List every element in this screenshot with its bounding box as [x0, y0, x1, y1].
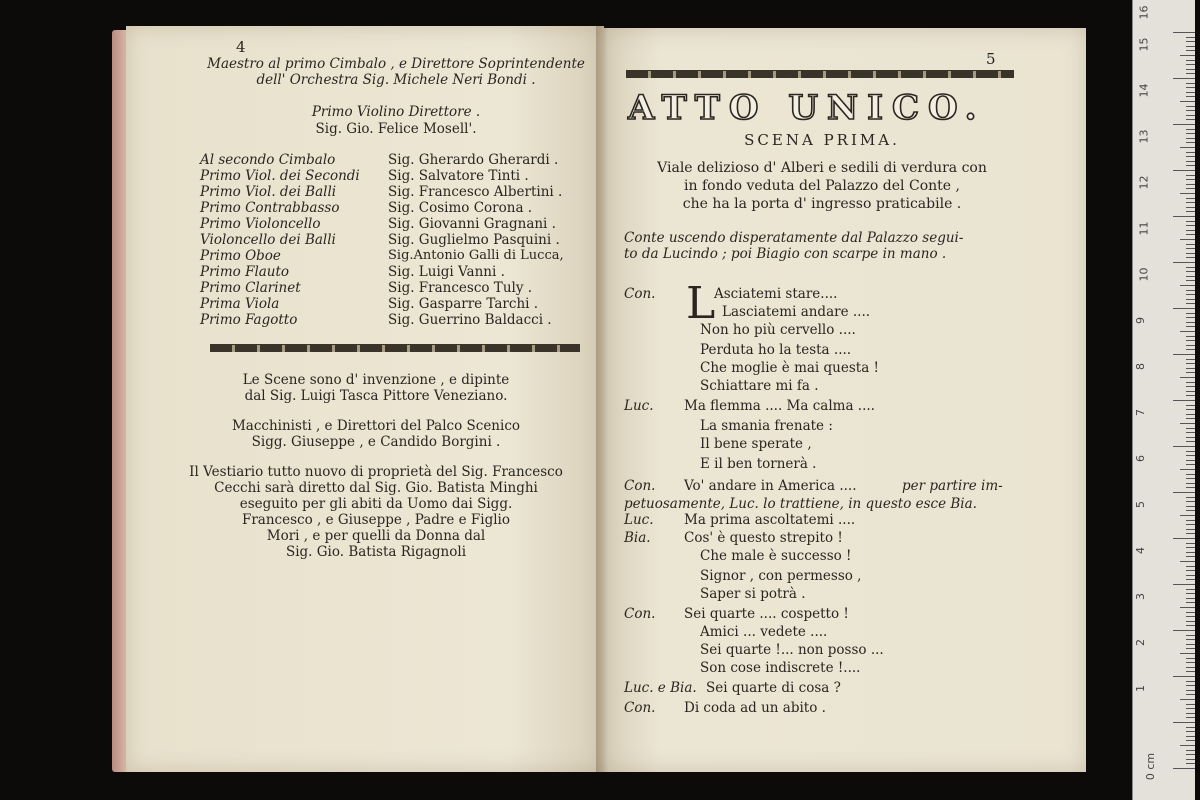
role-3: Primo Viol. dei Balli [200, 184, 337, 200]
role-9: Primo Clarinet [200, 280, 301, 296]
ruler-tick [1186, 441, 1195, 442]
ruler-label: 11 [1137, 221, 1151, 236]
ruler-tick [1186, 363, 1195, 364]
ruler-tick [1173, 446, 1195, 447]
ruler-tick [1173, 78, 1195, 79]
ruler-tick [1173, 676, 1195, 677]
name-1: Sig. Gherardo Gherardi . [388, 152, 559, 168]
scene-line-2: dal Sig. Luigi Tasca Pittore Veneziano. [244, 388, 508, 404]
ruler-tick [1173, 630, 1195, 631]
ruler-tick [1186, 552, 1195, 553]
ruler-tick [1186, 165, 1195, 166]
ruler-tick [1173, 170, 1195, 171]
ruler-tick [1186, 547, 1195, 548]
ruler-tick [1186, 763, 1195, 764]
ruler-tick [1186, 69, 1195, 70]
ruler-label: 15 [1137, 37, 1151, 52]
ruler-tick [1186, 566, 1195, 567]
ruler-tick [1186, 303, 1195, 304]
ruler-tick [1186, 602, 1195, 603]
name-4: Sig. Cosimo Corona . [388, 200, 533, 216]
ruler-tick [1186, 754, 1195, 755]
ruler-tick [1186, 386, 1195, 387]
ruler-tick [1186, 474, 1195, 475]
ruler-tick [1186, 520, 1195, 521]
ruler-tick [1186, 115, 1195, 116]
ruler-tick [1173, 492, 1195, 493]
ruler-tick [1180, 239, 1195, 240]
ruler-tick [1186, 92, 1195, 93]
ruler-tick [1186, 671, 1195, 672]
ruler-tick [1186, 129, 1195, 130]
ruler-tick [1186, 409, 1195, 410]
ruler-tick [1186, 313, 1195, 314]
ruler-tick [1186, 648, 1195, 649]
dialogue-line: Sei quarte .... cospetto ! [684, 606, 849, 622]
ruler-tick [1186, 290, 1195, 291]
ruler-tick [1186, 529, 1195, 530]
costume-line-1: Il Vestiario tutto nuovo di proprietà del Sig. Francesco [189, 464, 563, 480]
left-page [126, 26, 604, 772]
ruler-tick [1186, 349, 1195, 350]
name-11: Sig. Guerrino Baldacci . [388, 312, 552, 328]
dialogue-line: La smania frenate : [700, 418, 833, 434]
role-2: Primo Viol. dei Secondi [200, 168, 360, 184]
name-7: Sig.Antonio Galli di Lucca, [388, 248, 564, 263]
ruler-tick [1186, 207, 1195, 208]
ruler-tick [1186, 708, 1195, 709]
dialogue-line: Son cose indiscrete !.... [700, 660, 861, 676]
ruler-tick [1186, 635, 1195, 636]
ruler-tick [1186, 681, 1195, 682]
ruler-tick [1186, 294, 1195, 295]
ruler-tick [1180, 423, 1195, 424]
dialogue-line: Ma prima ascoltatemi .... [684, 512, 856, 528]
director-name: Sig. Gio. Felice Mosell'. [315, 121, 477, 137]
ruler-tick [1186, 230, 1195, 231]
ornament-rule-right [626, 70, 1014, 78]
role-8: Primo Flauto [200, 264, 290, 280]
ruler-tick [1173, 216, 1195, 217]
ruler-tick [1186, 382, 1195, 383]
ruler-tick [1186, 593, 1195, 594]
ruler-tick [1173, 354, 1195, 355]
ruler-tick [1186, 644, 1195, 645]
dialogue-line: Amici ... vedete .... [700, 624, 828, 640]
ruler-label: 9 [1134, 317, 1147, 324]
ruler-tick [1186, 372, 1195, 373]
page-number-left: 4 [236, 38, 246, 56]
setting-line-1: Viale delizioso d' Alberi e sedili di verdura con [657, 160, 987, 176]
ruler-tick [1186, 658, 1195, 659]
ruler-tick [1186, 704, 1195, 705]
ruler-tick [1186, 460, 1195, 461]
ruler-tick [1186, 60, 1195, 61]
ruler-tick [1186, 579, 1195, 580]
ruler-tick [1186, 543, 1195, 544]
ruler-label: 1 [1134, 685, 1147, 692]
ruler-tick [1186, 414, 1195, 415]
drop-cap: L [686, 278, 716, 329]
costume-line-3: eseguito per gli abiti da Uomo dai Sigg. [239, 496, 513, 512]
ornament-rule-left [210, 344, 580, 352]
ruler-tick [1186, 175, 1195, 176]
speaker-label: Bia. [624, 530, 651, 546]
ruler-tick [1186, 621, 1195, 622]
ruler-tick [1186, 211, 1195, 212]
ruler-tick [1186, 556, 1195, 557]
ruler-tick [1186, 589, 1195, 590]
name-6: Sig. Guglielmo Pasquini . [388, 232, 560, 248]
stage-direction-2: to da Lucindo ; poi Biagio con scarpe in mano . [624, 246, 947, 262]
speaker-label: Con. [624, 700, 656, 716]
dialogue-line: Ma flemma .... Ma calma .... [684, 398, 875, 414]
ruler-tick [1186, 428, 1195, 429]
ruler-tick [1186, 759, 1195, 760]
speaker-label: Con. [624, 478, 656, 494]
ruler-tick [1186, 717, 1195, 718]
machinist-line-2: Sigg. Giuseppe , e Candido Borgini . [251, 434, 501, 450]
ruler-tick [1180, 515, 1195, 516]
ruler-tick [1186, 257, 1195, 258]
speaker-label: Con. [624, 286, 656, 302]
ruler-tick [1186, 625, 1195, 626]
ruler-tick [1180, 561, 1195, 562]
open-book [112, 22, 1092, 774]
machinist-line-1: Macchinisti , e Direttori del Palco Scenico [231, 418, 521, 434]
ruler-tick [1173, 722, 1195, 723]
ruler-tick [1186, 106, 1195, 107]
ruler-tick [1186, 73, 1195, 74]
dialogue-line: Saper si potrà . [700, 586, 806, 602]
name-5: Sig. Giovanni Gragnani . [388, 216, 556, 232]
ruler-tick [1186, 437, 1195, 438]
ruler-tick [1186, 395, 1195, 396]
ruler-tick [1180, 285, 1195, 286]
act-title: ATTO UNICO. [628, 88, 986, 128]
speaker-label: Luc. [624, 398, 654, 414]
ruler-tick [1186, 405, 1195, 406]
ruler-label: 6 [1134, 455, 1147, 462]
ruler-tick [1186, 110, 1195, 111]
ruler-tick [1180, 55, 1195, 56]
ruler-tick [1186, 432, 1195, 433]
role-6: Violoncello dei Balli [200, 232, 336, 248]
setting-line-3: che ha la porta d' ingresso praticabile . [682, 196, 962, 212]
ruler-tick [1186, 248, 1195, 249]
ruler-tick [1186, 37, 1195, 38]
name-10: Sig. Gasparre Tarchi . [388, 296, 539, 312]
ruler-tick [1186, 391, 1195, 392]
ruler-tick [1186, 685, 1195, 686]
ruler-label: 7 [1134, 409, 1147, 416]
ruler-tick [1180, 331, 1195, 332]
ruler-tick [1186, 359, 1195, 360]
ruler-tick [1186, 198, 1195, 199]
ruler-tick [1186, 156, 1195, 157]
ruler-tick [1186, 142, 1195, 143]
name-3: Sig. Francesco Albertini . [388, 184, 563, 200]
ruler-tick [1186, 234, 1195, 235]
ruler-tick [1186, 510, 1195, 511]
ruler-tick [1180, 607, 1195, 608]
ruler-tick [1186, 740, 1195, 741]
ruler-tick [1186, 455, 1195, 456]
costume-line-6: Sig. Gio. Batista Rigagnoli [285, 544, 467, 560]
dialogue-line: Perduta ho la testa .... [700, 342, 852, 358]
ruler-tick [1186, 87, 1195, 88]
ruler-tick [1186, 221, 1195, 222]
ruler-tick [1186, 345, 1195, 346]
ruler-label: 4 [1134, 547, 1147, 554]
dialogue-line: Schiattare mi fa . [700, 378, 819, 394]
role-5: Primo Violoncello [200, 216, 321, 232]
ruler-tick [1186, 133, 1195, 134]
ruler-tick [1186, 690, 1195, 691]
ruler-label: 2 [1134, 639, 1147, 646]
dialogue-line: Sei quarte di cosa ? [706, 680, 841, 696]
costume-line-2: Cecchi sarà diretto dal Sig. Gio. Batista Minghi [214, 480, 538, 496]
costume-line-4: Francesco , e Giuseppe , Padre e Figlio [241, 512, 511, 528]
name-9: Sig. Francesco Tuly . [388, 280, 533, 296]
ruler-tick [1186, 322, 1195, 323]
ruler-tick [1173, 124, 1195, 125]
ruler-tick [1186, 188, 1195, 189]
inline-stage-direction: per partire im- [902, 478, 1003, 494]
ruler-tick [1186, 267, 1195, 268]
ruler-tick [1186, 152, 1195, 153]
ruler-tick [1186, 750, 1195, 751]
ruler-tick [1173, 538, 1195, 539]
ruler-tick [1186, 667, 1195, 668]
book-gutter [596, 26, 608, 772]
ruler-tick [1186, 464, 1195, 465]
setting-line-2: in fondo veduta del Palazzo del Conte , [684, 178, 960, 194]
ruler-tick [1186, 184, 1195, 185]
role-1: Al secondo Cimbalo [200, 152, 336, 168]
page-number-right: 5 [986, 50, 996, 68]
dialogue-line: Vo' andare in America .... [684, 478, 857, 494]
ruler-tick [1173, 308, 1195, 309]
measuring-ruler [1132, 0, 1195, 800]
ruler-tick [1186, 694, 1195, 695]
ruler-tick [1186, 244, 1195, 245]
ruler-tick [1186, 253, 1195, 254]
dialogue-line: E il ben tornerà . [700, 456, 817, 472]
ruler-tick [1186, 271, 1195, 272]
ruler-tick [1186, 83, 1195, 84]
ruler-tick [1173, 768, 1195, 769]
ruler-tick [1180, 147, 1195, 148]
ruler-tick [1186, 524, 1195, 525]
role-4: Primo Contrabbasso [200, 200, 340, 216]
ruler-tick [1180, 745, 1195, 746]
ruler-tick [1186, 501, 1195, 502]
ruler-tick [1186, 497, 1195, 498]
ruler-tick [1186, 138, 1195, 139]
ruler-label: 12 [1137, 175, 1151, 190]
ruler-tick [1186, 598, 1195, 599]
ruler-tick [1186, 736, 1195, 737]
ruler-tick [1186, 483, 1195, 484]
speaker-label: Con. [624, 606, 656, 622]
ruler-tick [1180, 101, 1195, 102]
ruler-tick [1186, 46, 1195, 47]
dialogue-line: Signor , con permesso , [700, 568, 862, 584]
ruler-tick [1173, 584, 1195, 585]
dialogue-line: Il bene sperate , [700, 436, 812, 452]
right-page [602, 28, 1086, 772]
ruler-tick [1186, 119, 1195, 120]
ruler-tick [1186, 299, 1195, 300]
speaker-label: Luc. [624, 512, 654, 528]
ruler-tick [1186, 727, 1195, 728]
ruler-tick [1180, 469, 1195, 470]
ruler-tick [1186, 575, 1195, 576]
ruler-tick [1186, 570, 1195, 571]
ruler-tick [1186, 225, 1195, 226]
ruler-label: 14 [1137, 83, 1151, 98]
ruler-label: 13 [1137, 129, 1151, 144]
ruler-tick [1186, 533, 1195, 534]
ruler-tick [1180, 653, 1195, 654]
costume-line-5: Mori , e per quelli da Donna dal [266, 528, 486, 544]
ruler-tick [1173, 400, 1195, 401]
dialogue-line: Che male è successo ! [700, 548, 852, 564]
dialogue-line: Asciatemi stare.... [714, 286, 838, 302]
ruler-label: 3 [1134, 593, 1147, 600]
ruler-tick [1186, 368, 1195, 369]
ruler-tick [1186, 179, 1195, 180]
ruler-tick [1186, 478, 1195, 479]
ruler-tick [1186, 662, 1195, 663]
speaker-label: Luc. e Bia. [624, 680, 697, 696]
role-10: Prima Viola [200, 296, 280, 312]
ruler-tick [1173, 262, 1195, 263]
ruler-tick [1186, 64, 1195, 65]
ruler-tick [1186, 340, 1195, 341]
ruler-tick [1180, 377, 1195, 378]
dialogue-line: Sei quarte !... non posso ... [700, 642, 884, 658]
ruler-tick [1186, 161, 1195, 162]
ruler-tick [1186, 336, 1195, 337]
dialogue-line: Che moglie è mai questa ! [700, 360, 879, 376]
ruler-label: 10 [1137, 267, 1151, 282]
header-line-2: dell' Orchestra Sig. Michele Neri Bondi . [256, 72, 536, 88]
ruler-tick [1186, 317, 1195, 318]
director-title: Primo Violino Direttore . [311, 104, 481, 120]
ruler-label: 5 [1134, 501, 1147, 508]
ruler-tick [1173, 32, 1195, 33]
dialogue-line: Lasciatemi andare .... [722, 304, 871, 320]
role-11: Primo Fagotto [200, 312, 298, 328]
stage-direction-continued: petuosamente, Luc. lo trattiene, in questo esce Bia. [624, 496, 977, 512]
ruler-tick [1186, 280, 1195, 281]
scene-line-1: Le Scene sono d' invenzione , e dipinte [242, 372, 510, 388]
ruler-tick [1186, 506, 1195, 507]
ruler-tick [1186, 639, 1195, 640]
dialogue-line: Cos' è questo strepito ! [684, 530, 843, 546]
ruler-tick [1186, 326, 1195, 327]
ruler-tick [1186, 418, 1195, 419]
name-2: Sig. Salvatore Tinti . [388, 168, 529, 184]
ruler-tick [1186, 731, 1195, 732]
role-7: Primo Oboe [200, 248, 281, 264]
ruler-tick [1186, 276, 1195, 277]
ruler-label: 16 [1137, 5, 1151, 20]
ruler-tick [1180, 699, 1195, 700]
ruler-tick [1186, 50, 1195, 51]
ruler-tick [1186, 713, 1195, 714]
ruler-label: 0 cm [1144, 752, 1158, 781]
ruler-tick [1186, 451, 1195, 452]
ruler-tick [1186, 616, 1195, 617]
ruler-tick [1186, 41, 1195, 42]
ruler-tick [1180, 193, 1195, 194]
ruler-tick [1186, 487, 1195, 488]
scene-title: SCENA PRIMA. [744, 131, 900, 149]
dialogue-line: Non ho più cervello .... [700, 322, 856, 338]
dialogue-line: Di coda ad un abito . [684, 700, 826, 716]
stage-direction-1: Conte uscendo disperatamente dal Palazzo segui- [624, 230, 964, 246]
header-line-1: Maestro al primo Cimbalo , e Direttore Soprintendente [207, 56, 585, 72]
name-8: Sig. Luigi Vanni . [388, 264, 505, 280]
ruler-tick [1186, 612, 1195, 613]
ruler-tick [1186, 202, 1195, 203]
ruler-tick [1186, 96, 1195, 97]
ruler-label: 8 [1134, 363, 1147, 370]
